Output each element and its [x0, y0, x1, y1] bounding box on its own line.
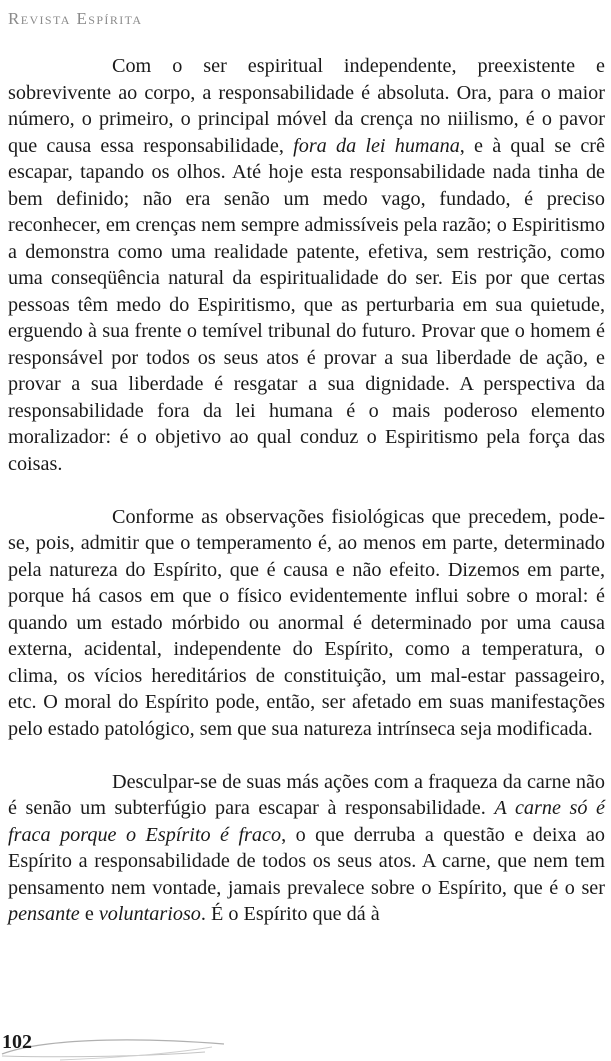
text-run: Com o ser espiritual independente, preexistente e sobrevivente ao corpo, a responsabilidade é absoluta. Ora, para o maior número, o primeiro, o principal móvel da crença no niilismo, é o pavor que causa essa responsabilidade,	[8, 55, 605, 157]
text-run: , o que derruba a questão e deixa ao Espírito a responsabilidade de todos os seus atos. A carne, que nem tem pensamento nem vontade, jamais prevalece sobre o Espírito, que é o ser	[8, 823, 605, 899]
text-run: . É o Espírito que dá à	[200, 903, 380, 925]
running-header: Revista Espírita	[8, 9, 143, 28]
paragraph	[8, 504, 605, 743]
emphasis-text: voluntarioso	[98, 903, 201, 925]
emphasis-text: fora da lei humana	[293, 134, 460, 157]
text-run: Desculpar-se de suas más ações com a fraqueza da carne não é senão um subterfúgio para escapar à responsabilidade.	[8, 770, 605, 819]
paragraph	[8, 53, 605, 477]
text-run: , e à qual se crê escapar, tapando os olhos. Até hoje esta responsabilidade nada tinha de bem definido; não era senão um medo vago, fundado, é preciso reconhecer, em crenças nem sempre admissíveis pela razão; o Espiritismo a demonstra como uma realidade patente, efetiva, sem restrição, como uma conseqüência natural da espiritualidade do ser. Eis por que certas pessoas têm medo do Espiritismo, que as perturbaria em sua quietude, erguendo à sua frente o temível tribunal do futuro. Provar que o homem é responsável por todos os seus atos é provar a sua liberdade de ação, e provar a sua liberdade é resgatar a sua dignidade. A perspectiva da responsabilidade fora da lei humana é o mais poderoso elemento moralizador: é o objetivo ao qual conduz o Espiritismo pela força das coisas.	[8, 134, 605, 475]
emphasis-text: A carne só é fraca porque o Espírito é fraco	[8, 797, 606, 846]
paragraph	[8, 769, 605, 928]
page-number: 102	[2, 1031, 32, 1053]
emphasis-text: pensante	[8, 903, 80, 925]
body-text	[8, 53, 605, 928]
page-ornament-swash	[0, 1034, 230, 1061]
text-run: e	[79, 903, 99, 925]
text-run: Conforme as observações fisiológicas que precedem, pode-se, pois, admitir que o temperamento é, ao menos em parte, determinado pela natureza do Espírito, que é causa e não efeito. Dizemos em parte, porque há casos em que o físico evidentemente influi sobre o moral: é quando um estado mórbido ou anormal é determinado por uma causa externa, acidental, independente do Espírito, como a temperatura, o clima, os vícios hereditários de constituição, um mal-estar passageiro, etc. O moral do Espírito pode, então, ser afetado em suas manifestações pelo estado patológico, sem que sua natureza intrínseca seja modificada.	[8, 505, 605, 740]
